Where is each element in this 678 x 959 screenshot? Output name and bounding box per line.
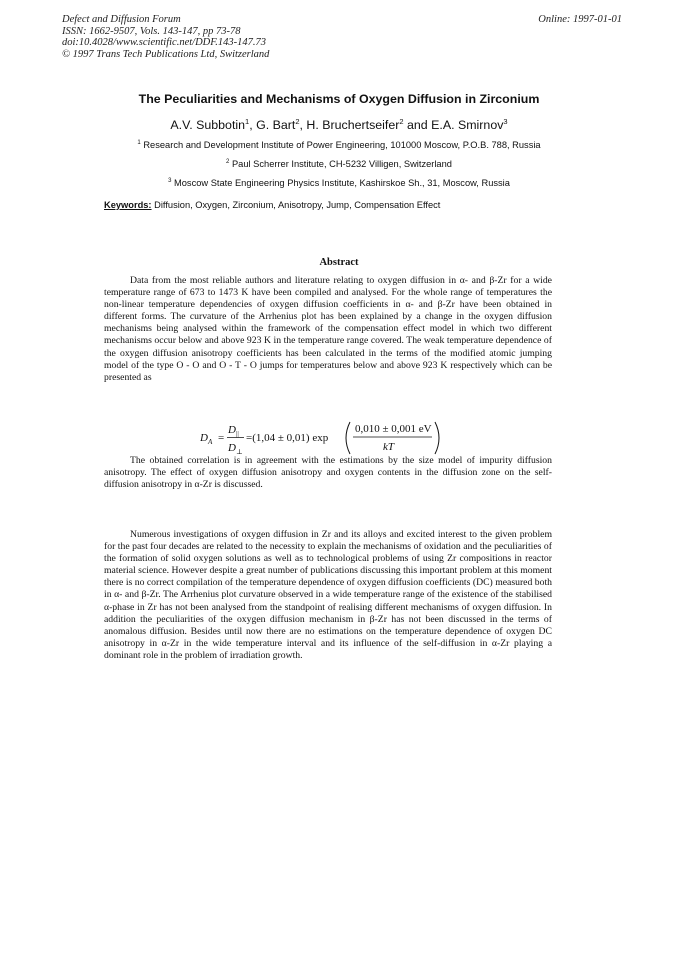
author-affil-mark: 1: [245, 117, 250, 126]
author-affil-mark: 3: [503, 117, 508, 126]
keywords-line: [104, 200, 440, 210]
eq-lhs-sub: A: [208, 438, 213, 446]
anisotropy-equation: [200, 420, 460, 456]
affiliation-1: [60, 140, 618, 150]
abstract-heading: Abstract: [319, 257, 359, 268]
online-date: Online: 1997-01-01: [538, 14, 622, 25]
abstract-body: Data from the most reliable authors and literature relating to oxygen diffusion in α- and β-Zr for a wide temperature range of 673 to 1473 K have been compiled and analysed. For the whole range of temperatures the non-linear temperature dependencies of oxygen diffusion coefficients in α- and β-Zr have been obtained in different forms. The curvature of the Arrhenius plot has been explained by a change in the oxygen diffusion mechanisms being analysed within the framework of the compensation effect model in which two different mechanisms occur below and above 923 K in the temperature range covered. The weak temperature dependence of the oxygen diffusion anisotropy coefficients has been calculated in the terms of the modified atomic jumping model of the type O - O and O - T - O jumps for temperatures below and above 923 K respectively which can be presented as: [104, 275, 552, 383]
svg-text:=: =: [218, 432, 225, 444]
affiliation-text: Research and Development Institute of Power Engineering, 101000 Moscow, P.O.B. 788, Russia: [143, 140, 541, 151]
affiliation-number: 2: [226, 159, 230, 165]
author-name: H. Bruchertseifer: [306, 118, 400, 133]
eq-lhs: D: [200, 432, 208, 444]
intro-paragraph: Numerous investigations of oxygen diffusion in Zr and its alloys and excited interest to the given problem for the past four decades are related to the necessity to explain the mechanisms of oxidation and the peculiarities of the formation of solid oxygen solutions as well as to technological problems of using Zr compositions in reactor material science. However despite a great number of publications discussing this important problem at this moment there is no correct compilation of the temperature dependence of oxygen diffusion coefficients (DC) measured both in α- and β-Zr. The Arrhenius plot curvature observed in a wide temperature range of the existence of the stabilised α-phase in Zr has not been analysed from the standpoint of realising different mechanisms of oxygen diffusion. In addition the peculiarities of the oxygen diffusion mechanism in β-Zr has not been discussed in the terms of anomalous diffusion. Besides until now there are no estimations on the temperature dependence of oxygen DC anisotropy in α-Zr in the wide temperature interval and its influence of the self-diffusion in α-Zr playing a dominant role in the problem of irradiation growth.: [104, 529, 552, 661]
keywords-text: Diffusion, Oxygen, Zirconium, Anisotropy, Jump, Compensation Effect: [154, 200, 441, 210]
author-list: [80, 117, 598, 132]
eq-den: D: [228, 442, 236, 454]
eq-left-paren: [346, 422, 350, 454]
eq-exp-den: kT: [383, 441, 394, 453]
affiliation-text: Moscow State Engineering Physics Institute, Kashirskoe Sh., 31, Moscow, Russia: [174, 178, 510, 189]
eq-exp-num: 0,010 ± 0,001 eV: [355, 423, 432, 435]
eq-num-sub: ||: [236, 430, 239, 438]
eq-right-paren: [435, 422, 439, 454]
author-name: E.A. Smirnov: [431, 118, 504, 133]
affiliation-number: 1: [137, 140, 141, 146]
doi-line: doi:10.4028/www.scientific.net/DDF.143-147.73: [62, 37, 267, 49]
copyright-line: © 1997 Trans Tech Publications Ltd, Switzerland: [62, 48, 270, 60]
affiliation-3: [60, 178, 618, 188]
affiliation-2: [60, 159, 618, 169]
author-affil-mark: 2: [399, 117, 404, 126]
affiliation-number: 3: [168, 178, 172, 184]
eq-num: D: [228, 424, 236, 436]
author-separator: ,: [249, 118, 257, 133]
journal-name: Defect and Diffusion Forum: [62, 14, 181, 25]
author-name: A.V. Subbotin: [170, 118, 246, 133]
eq-den-sub: ⊥: [236, 448, 243, 456]
eq-coefficient: =(1,04 ± 0,01) exp: [246, 432, 329, 444]
paper-title: The Peculiarities and Mechanisms of Oxygen Diffusion in Zirconium: [138, 92, 540, 106]
author-name: G. Bart: [256, 118, 296, 133]
keywords-label: Keywords:: [104, 200, 152, 210]
journal-header: [62, 14, 269, 60]
issn-line: ISSN: 1662-9507, Vols. 143-147, pp 73-78: [62, 25, 241, 37]
abstract-conclusion: The obtained correlation is in agreement with the estimations by the size model of impurity diffusion anisotropy. The effect of oxygen diffusion anisotropy and oxygen contents in the diffusion zone on the self-diffusion anisotropy in α-Zr is discussed.: [104, 455, 552, 491]
author-affil-mark: 2: [295, 117, 300, 126]
affiliation-text: Paul Scherrer Institute, CH-5232 Villigen, Switzerland: [231, 159, 452, 170]
author-separator: ,: [299, 118, 307, 133]
author-separator: and: [403, 118, 432, 133]
